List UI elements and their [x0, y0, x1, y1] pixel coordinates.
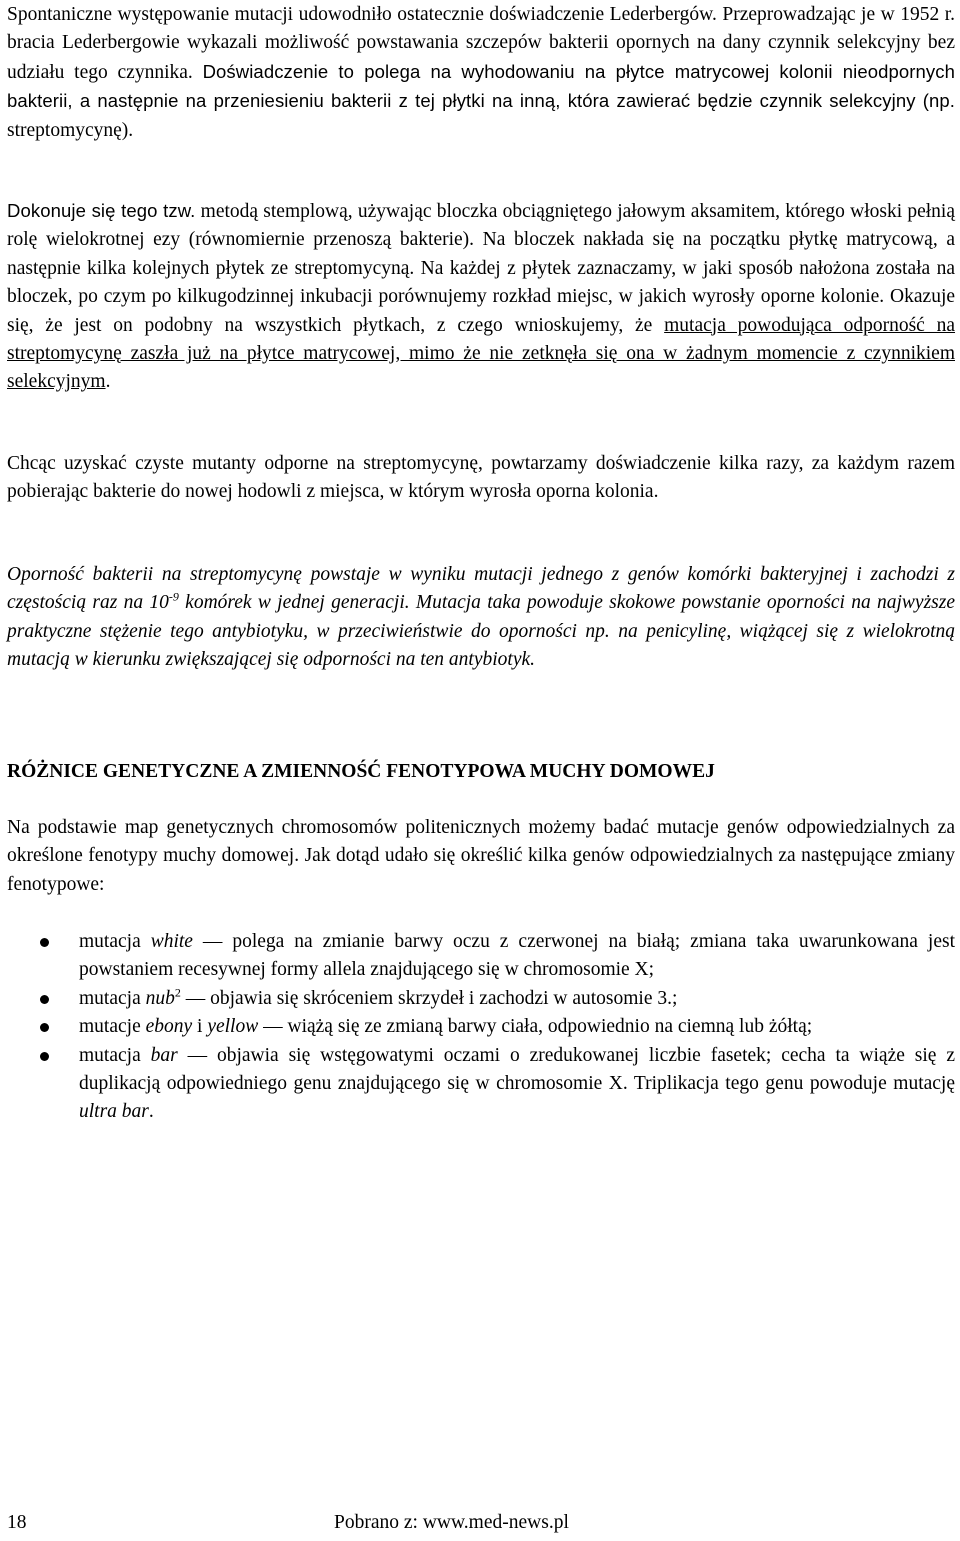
section-heading: RÓŻNICE GENETYCZNE A ZMIENNOŚĆ FENOTYPOWA MUCHY DOMOWEJ [7, 761, 715, 782]
paragraph-resistance-frequency [7, 561, 955, 675]
paragraph2-sentence-d: Na każdej z płytek zaznaczamy, w jaki sposób nałożona została na bloczek, po czym po kilkugodzinnej inkubacji porównujemy rozkład miejsc, w jakich wyrosły oporne kolonie. [7, 257, 955, 308]
list-item-description: — objawia się wstęgowatymi oczami o zredukowanej liczbie fasetek; cecha ta wiąże się z duplikacją odpowiedniego genu znajdującego się w chromosomie X. Triplikacja tego genu powoduje mutację [79, 1044, 955, 1095]
list-item-prefix: mutacje [79, 1016, 146, 1038]
page-number: 18 [7, 1512, 27, 1533]
paragraph2-sentence-e: Okazuje się, że jest on podobny na wszystkich płytkach, z czego wnioskujemy, że [7, 286, 956, 336]
list-item-prefix: mutacja [79, 1044, 151, 1066]
mutation-term: bar [150, 1044, 178, 1066]
paragraph2-sentence-c: Na bloczek nakłada się na początku płytkę matrycową, a następnie kilka kolejnych płytek ze streptomycyną. [7, 229, 955, 279]
exponent: -9 [168, 589, 179, 604]
mutation-term-2: ultra bar [79, 1101, 149, 1123]
paragraph2-sentence-a: Dokonuje się tego tzw. [7, 200, 196, 221]
paragraph1-sentence-d: streptomycynę). [7, 119, 134, 141]
paragraph4-part-a: Oporność bakterii na streptomycynę powstaje w wyniku mutacji jednego z genów komórki bakteryjnej i zachodzi z częstością raz na 10 [7, 564, 955, 614]
list-item-prefix: mutacja [79, 931, 151, 952]
mutation-term: nub [145, 987, 175, 1009]
paragraph-stamp-method [7, 197, 955, 397]
list-item-nub [7, 985, 955, 1013]
list-item-ebony-yellow [7, 1013, 955, 1041]
mutation-term-2: yellow [207, 1016, 259, 1038]
list-item-end: . [148, 1101, 154, 1123]
paragraph1-sentence-c: Doświadczenie to polega na wyhodowaniu na płytce matrycowej kolonii nieodpornych bakterii, a następnie na przeniesieniu bakterii z tej płytki na inną, która zawierać będzie czynnik selekcyjny (np. [7, 60, 955, 112]
list-item-description: — wiążą się ze zmianą barwy ciała, odpowiednio na ciemną lub żółtą; [258, 1016, 813, 1038]
underlined-conclusion: mutacja powodująca odporność na streptomycynę zaszła już na płytce matrycowej, mimo że nie zetknęła się ona w żadnym momencie z czynnikiem selekcyjnym [7, 314, 956, 393]
paragraph1-sentence-b: Przeprowadzając je w 1952 r. bracia Lederbergowie wykazali możliwość powstawania szczepów bakterii opornych na dany czynnik selekcyjny bez udziału tego czynnika. [7, 4, 956, 83]
paragraph1-sentence-a: Spontaniczne występowanie mutacji udowodniło ostatecznie doświadczenie Lederbergów. [7, 4, 717, 25]
paragraph-lederberg-intro [7, 1, 955, 145]
list-item-white [7, 928, 955, 985]
list-item-bar [7, 1042, 955, 1127]
paragraph2-sentence-b: metodą stemplową, używając bloczka obciągniętego jałowym aksamitem, którego włoski pełnią rolę wielokrotnej ezy (równomiernie przenoszą bakterie). [7, 201, 955, 251]
mutation-term: ebony [145, 1016, 193, 1038]
source-note: Pobrano z: www.med-news.pl [334, 1512, 569, 1533]
list-item-conjunction: i [192, 1016, 208, 1038]
paragraph2-end: . [105, 371, 111, 393]
paragraph-housefly-genetics: Na podstawie map genetycznych chromosomów politenicznych możemy badać mutacje genów odpowiedzialnych za określone fenotypy muchy domowej. Jak dotąd udało się określić kilka genów odpowiedzialnych za następujące zmiany fenotypowe: [7, 817, 955, 895]
mutation-list [7, 928, 955, 1127]
list-item-prefix: mutacja [79, 987, 146, 1009]
list-item-description: — polega na zmianie barwy oczu z czerwonej na białą; zmiana taka uwarunkowana jest powstaniem recesywnej formy allela znajdującego się w chromosomie X; [79, 931, 955, 981]
paragraph4-part-b: komórek w jednej generacji. Mutacja taka powoduje skokowe powstanie oporności na najwyższe praktyczne stężenie tego antybiotyku, w przeciwieństwie do oporności np. na penicylinę, wiążącej się z wielokrotną mutacją w kierunku zwiększającej się odporności na ten antybiotyk. [7, 592, 955, 671]
mutation-term: white [150, 931, 193, 952]
paragraph-pure-mutants: Chcąc uzyskać czyste mutanty odporne na streptomycynę, powtarzamy doświadczenie kilka razy, za każdym razem pobierając bakterie do nowej hodowli z miejsca, w którym wyrosła oporna kolonia. [7, 453, 955, 503]
mutation-superscript: 2 [174, 985, 181, 1000]
list-item-description: — objawia się skróceniem skrzydeł i zachodzi w autosomie 3.; [180, 987, 678, 1009]
